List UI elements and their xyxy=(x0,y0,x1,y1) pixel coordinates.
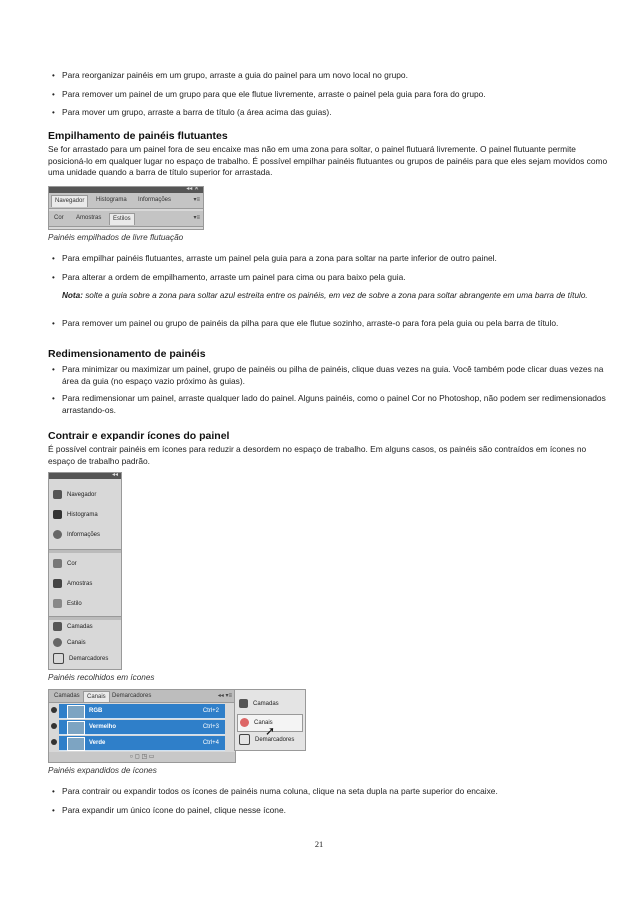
list-item: • Para contrair ou expandir todos os ícones de painéis numa coluna, clique na seta dupla na parte superior do encaixe. xyxy=(52,786,612,798)
channel-thumbnail xyxy=(67,737,85,751)
icon-row-canais[interactable]: Canais xyxy=(237,714,303,732)
channels-icon xyxy=(240,718,249,727)
icon-row-demarcadores[interactable]: Demarcadores xyxy=(239,732,294,748)
note-paragraph xyxy=(62,290,610,302)
icon-dock-figure xyxy=(234,689,306,751)
tab-amostras[interactable]: Amostras xyxy=(76,215,102,221)
layers-icon xyxy=(53,622,62,631)
icon-row-demarcadores[interactable]: Demarcadores xyxy=(53,651,108,667)
channel-row[interactable]: Verde Ctrl+4 xyxy=(59,736,225,751)
eye-icon[interactable] xyxy=(51,707,57,713)
collapse-bullet-list xyxy=(52,786,612,816)
section-heading-stacking: Empilhamento de painéis flutuantes xyxy=(48,130,228,142)
color-icon xyxy=(53,559,62,568)
figure-caption: Painéis empilhados de livre flutuação xyxy=(48,233,184,242)
paths-icon xyxy=(239,734,250,745)
panel-title-bar: ◂◂ ✕ xyxy=(49,187,203,193)
list-item: • Para reorganizar painéis em um grupo, arraste a guia do painel para um novo local no grupo. xyxy=(52,70,612,82)
list-item: • Para expandir um único ícone do painel, clique nesse ícone. xyxy=(52,805,612,817)
cursor-arrow-icon: ➚ xyxy=(265,724,276,738)
panel-tab-row xyxy=(49,690,235,703)
icon-row-camadas[interactable]: Camadas xyxy=(239,696,279,712)
icon-row-informacoes[interactable]: Informações xyxy=(53,527,100,543)
panel-menu-icon[interactable]: ◂◂ ▾≡ xyxy=(217,693,232,699)
icon-row-histograma[interactable]: Histograma xyxy=(53,507,98,523)
tab-canais[interactable]: Canais xyxy=(83,691,110,702)
page-number: 21 xyxy=(314,840,324,849)
paragraph-collapse: É possível contrair painéis em ícones para reduzir a desordem no espaço de trabalho. Em alguns casos, os painéis são contraídos em ícones no espaço de trabalho padrão. xyxy=(48,444,587,466)
swatches-icon xyxy=(53,579,62,588)
list-item: • Para alterar a ordem de empilhamento, arraste um painel para cima ou para baixo pela guia. xyxy=(52,272,612,284)
paths-icon xyxy=(53,653,64,664)
panel-footer-toolbar: ○ ◻ ◳ ▭ xyxy=(49,752,235,762)
icon-row-navegador[interactable]: Navegador xyxy=(53,487,96,503)
panel-menu-icon[interactable]: ▾≡ xyxy=(193,215,200,221)
panel-menu-icon[interactable]: ▾≡ xyxy=(193,197,200,203)
tab-navegador[interactable]: Navegador xyxy=(51,195,88,207)
note-text: solte a guia sobre a zona para soltar azul estreita entre os painéis, em vez de sobre a zona para soltar abrangente em uma barra de título. xyxy=(85,291,588,300)
group-separator xyxy=(49,549,121,553)
icon-row-camadas[interactable]: Camadas xyxy=(53,619,93,635)
stacked-panels-figure xyxy=(48,186,204,230)
note-label: Nota: xyxy=(62,291,83,300)
tab-camadas[interactable]: Camadas xyxy=(54,693,80,699)
list-item: • Para remover um painel de um grupo para que ele flutue livremente, arraste o painel pela guia para fora do grupo. xyxy=(52,89,612,101)
eye-icon[interactable] xyxy=(51,723,57,729)
list-item: • Para empilhar painéis flutuantes, arraste um painel pela guia para a zona para soltar na parte inferior de outro painel. xyxy=(52,253,612,265)
list-item: • Para redimensionar um painel, arraste qualquer lado do painel. Alguns painéis, como o painel Cor no Photoshop, não podem ser redimensionados arrastando-os. xyxy=(52,393,612,416)
stacking-bullet-list-2 xyxy=(52,318,612,330)
figure-caption: Painéis recolhidos em ícones xyxy=(48,673,155,682)
histogram-icon xyxy=(53,510,62,519)
channels-icon xyxy=(53,638,62,647)
icon-row-estilo[interactable]: Estilo xyxy=(53,596,82,612)
list-item: • Para remover um painel ou grupo de painéis da pilha para que ele flutue sozinho, arraste-o para fora pela guia ou pela barra de título. xyxy=(52,318,612,330)
stacking-bullet-list xyxy=(52,253,612,283)
channel-thumbnail xyxy=(67,721,85,735)
panel-tab-row xyxy=(49,211,203,227)
panel-title-bar: ◂◂ xyxy=(49,473,121,479)
icon-row-cor[interactable]: Cor xyxy=(53,556,77,572)
paragraph-stacking: Se for arrastado para um painel fora de seu encaixe mas não em uma zona para soltar, o painel flutuará livremente. O painel flutuante permite posicioná-lo em qualquer lugar no espaço de trabalho. É possível empilhar painéis flutuantes ou grupos de painéis para que eles sejam movidos como uma unidade quando a barra de título superior for arrastada. xyxy=(48,144,608,177)
tab-estilos[interactable]: Estilos xyxy=(109,213,135,225)
info-icon xyxy=(53,530,62,539)
icon-row-canais[interactable]: Canais xyxy=(53,635,86,651)
panel-tab-row xyxy=(49,193,203,209)
section-heading-resize: Redimensionamento de painéis xyxy=(48,348,206,360)
tab-informacoes[interactable]: Informações xyxy=(138,197,172,203)
expanded-panel-figure xyxy=(48,689,236,763)
section-heading-collapse: Contrair e expandir ícones do painel xyxy=(48,430,230,442)
channel-thumbnail xyxy=(67,705,85,719)
figure-caption: Painéis expandidos de ícones xyxy=(48,766,157,775)
top-bullet-list xyxy=(52,70,612,119)
list-item: • Para minimizar ou maximizar um painel, grupo de painéis ou pilha de painéis, clique duas vezes na guia. Você também pode clicar duas vezes na área da guia (no espaço vazio próximo às guias). xyxy=(52,364,612,387)
list-item: • Para mover um grupo, arraste a barra de título (a área acima das guias). xyxy=(52,107,612,119)
navigator-icon xyxy=(53,490,62,499)
channel-row[interactable]: RGB Ctrl+2 xyxy=(59,704,225,719)
resize-bullet-list xyxy=(52,364,612,416)
icon-row-amostras[interactable]: Amostras xyxy=(53,576,92,592)
tab-demarcadores[interactable]: Demarcadores xyxy=(112,693,152,699)
eye-icon[interactable] xyxy=(51,739,57,745)
collapsed-icons-figure xyxy=(48,472,122,670)
tab-cor[interactable]: Cor xyxy=(54,215,64,221)
styles-icon xyxy=(53,599,62,608)
channel-row[interactable]: Vermelho Ctrl+3 xyxy=(59,720,225,735)
tab-histograma[interactable]: Histograma xyxy=(96,197,127,203)
layers-icon xyxy=(239,699,248,708)
